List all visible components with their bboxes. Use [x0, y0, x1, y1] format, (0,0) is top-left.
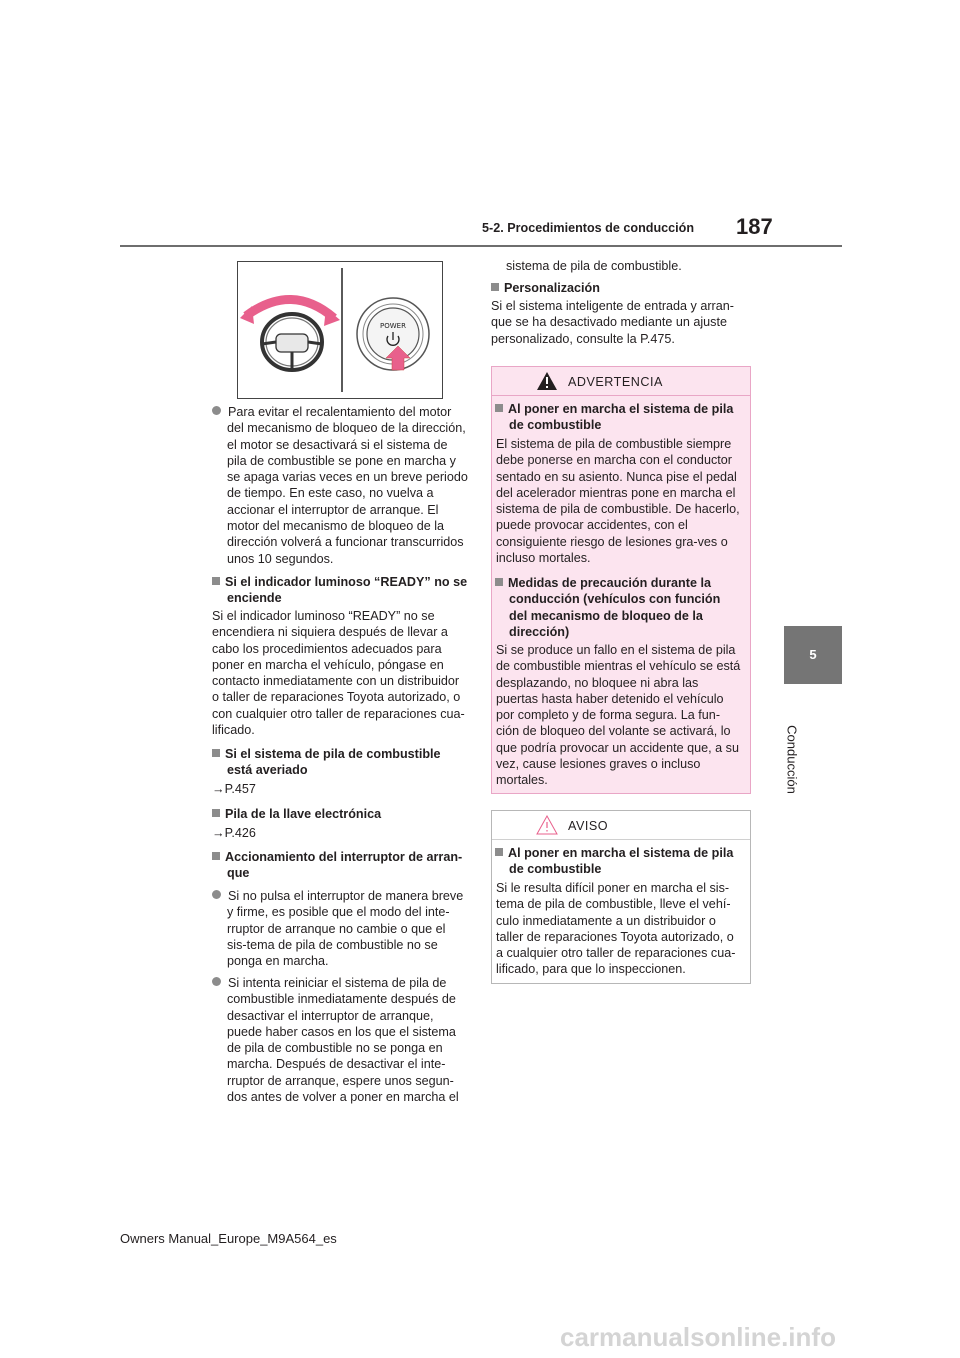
square-bullet-icon: [491, 283, 499, 291]
section-title: 5-2. Procedimientos de conducción: [482, 221, 695, 235]
warning-box: [491, 366, 751, 794]
para-personalization: Si el sistema inteligente de entrada y arran-que se ha desactivado mediante un ajuste personalizado, consulte la P.475.: [491, 299, 734, 346]
figure-illustration: [238, 262, 442, 398]
heading-personalization: Personalización: [491, 280, 749, 296]
square-bullet-icon: [495, 848, 503, 856]
page-number: 187: [736, 214, 773, 239]
notice-heading-1: Al poner en marcha el sistema de pila de combustible: [495, 845, 741, 878]
bullet-restart: Si intenta reiniciar el sistema de pila de combustible inmediatamente después de desactivar el interruptor de arranque, puede haber casos en los que el sistema de pila de combustible no se ponga en marcha. Después de desactivar el inte-rruptor de arranque, espere unos segun-dos antes de volver a poner en marcha el: [212, 975, 468, 1105]
bullet-icon: [212, 406, 221, 415]
notice-title: AVISO: [568, 819, 609, 833]
warning-header: [492, 367, 750, 396]
heading-fault: Si el sistema de pila de combustible está averiado: [212, 746, 468, 779]
notice-para-1: Si le resulta difícil poner en marcha el sis-tema de pila de combustible, lleve el vehí-culo inmediatamente a un distribuidor o taller de reparaciones Toyota autorizado, o a cualquier otro taller de reparaciones cua-lificado, para que lo inspeccionen.: [496, 881, 736, 977]
chapter-title: Conducción: [784, 725, 800, 794]
heading-key-battery: Pila de la llave electrónica: [212, 806, 468, 822]
square-bullet-icon: [212, 577, 220, 585]
square-bullet-icon: [212, 749, 220, 757]
ref-457[interactable]: →P.457: [212, 782, 256, 796]
notice-box: [491, 810, 751, 984]
square-bullet-icon: [495, 404, 503, 412]
warning-para-2: Si se produce un fallo en el sistema de pila de combustible mientras el vehículo se está desplazando, no bloquee ni abra las puertas hasta haber detenido el vehículo por completo y de forma segura. La fun-ción de bloqueo del volante se activará, lo que podría provocar un accidente que, a su vez, cause lesiones graves o incluso mortales.: [496, 643, 741, 788]
watermark: carmanualsonline.info: [560, 1322, 836, 1352]
notice-header: [492, 811, 750, 840]
chapter-side-label: [782, 692, 802, 832]
heading-switch: Accionamiento del interruptor de arran-que: [212, 849, 468, 882]
square-bullet-icon: [212, 852, 220, 860]
steering-wheel-icon: [262, 314, 322, 370]
heading-ready: Si el indicador luminoso “READY” no se enciende: [212, 574, 468, 607]
power-label: POWER: [380, 322, 406, 330]
warning-heading-1: Al poner en marcha el sistema de pila de combustible: [495, 401, 741, 434]
ref-426[interactable]: →P.426: [212, 826, 256, 840]
caution-triangle-icon: [536, 815, 558, 835]
steering-power-figure: [237, 261, 443, 399]
warning-title: ADVERTENCIA: [568, 375, 663, 389]
warning-para-1: El sistema de pila de combustible siempre debe ponerse en marcha con el conductor sentado en su asiento. Nunca pise el pedal del acelerador mientras pone en marcha el sistema de pila de combustible. De hacerlo, puede provocar accidentes, con el consiguiente riesgo de lesiones gra-ves o incluso mortales.: [496, 437, 740, 566]
square-bullet-icon: [495, 578, 503, 586]
warning-heading-2: Medidas de precaución durante la conducción (vehículos con función del mecanismo de bloqueo de la dirección): [495, 575, 741, 640]
bullet-icon: [212, 977, 221, 986]
header-rule: [120, 245, 842, 247]
bullet-overheat: Para evitar el recalentamiento del motor del mecanismo de bloqueo de la dirección, el motor se desactivará si el sistema de pila de combustible se pone en marcha y se apaga varias veces en un breve periodo de tiempo. En este caso, no vuelva a accionar el interruptor de arranque. El motor del mecanismo de bloqueo de la dirección volverá a funcionar transcurridos unos 10 segundos.: [212, 404, 468, 567]
footer-doc-id: Owners Manual_Europe_M9A564_es: [120, 1231, 337, 1246]
bullet-press: Si no pulsa el interruptor de manera breve y firme, es posible que el modo del inte-rruptor de arranque no cambie o que el sis-tema de pila de combustible no se ponga en marcha.: [212, 888, 468, 969]
para-continued: sistema de pila de combustible.: [506, 259, 682, 273]
warning-triangle-icon: [536, 371, 558, 391]
para-ready: Si el indicador luminoso “READY” no se encendiera ni siquiera después de llevar a cabo los procedimientos adecuados para poner en marcha el vehículo, póngase en contacto inmediatamente con un distribuidor o taller de reparaciones Toyota autorizado, o con cualquier otro taller de reparaciones cua-lificado.: [212, 609, 465, 738]
square-bullet-icon: [212, 809, 220, 817]
chapter-tab: 5: [784, 626, 842, 684]
bullet-icon: [212, 890, 221, 899]
